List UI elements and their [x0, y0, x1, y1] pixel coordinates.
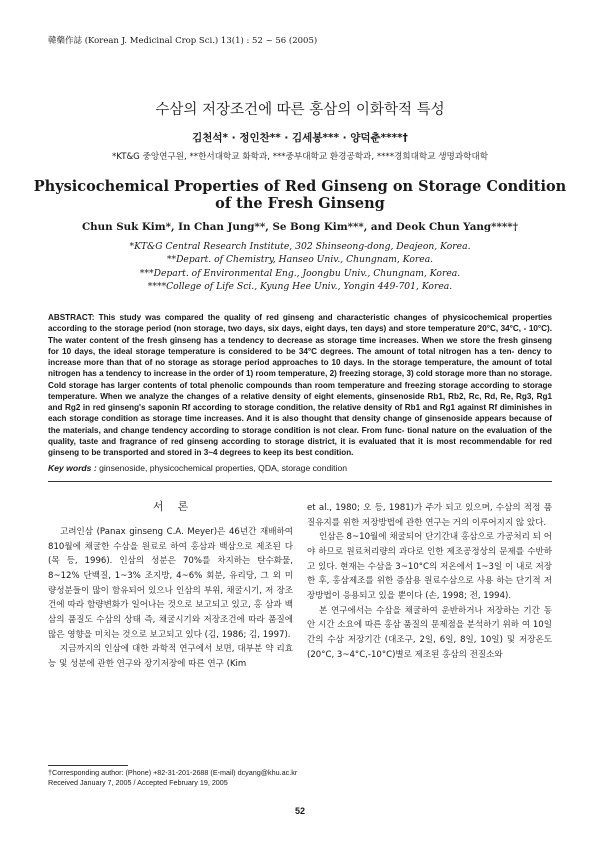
paragraph — [48, 642, 293, 671]
abstract-line: ginseng for 10 days, the ideal storage temperature is considered to be 34°C degrees. The amount of total nitrogen has a ten- — [48, 335, 552, 356]
korean-authors: 김천석* · 정인찬** · 김세봉*** · 양덕춘****† — [192, 132, 408, 144]
body-line: 수반하고 있다. 현재는 수삼을 3~10°C의 저온에서 1~3일 이 — [307, 546, 552, 572]
affiliation-line: **Depart. of Chemistry, Hanseo Univ., Chungnam, Korea. — [166, 254, 434, 266]
body-line: 810월에 채굴한 수삼을 원료로 하여 홍삼과 백삼으로 제조된 — [48, 541, 281, 552]
section-divider — [48, 481, 552, 482]
journal-citation: 韓藥作誌 (Korean J. Medicinal Crop Sci.) 13(1) : 52 ~ 56 (2005) — [48, 36, 318, 46]
body-line: 하는 단기적 저장방법이 응용되고 있을 뿐이다 (손, 1998; 전, — [307, 576, 552, 601]
abstract-line: ABSTRACT: This study was compared the quality of red ginseng and characteristic changes of physicochemical properties — [48, 313, 552, 322]
corresponding-author: †Corresponding author: (Phone) +82-31-201-2688 (E-mail) dcyang@khu.ac.kr — [48, 768, 298, 777]
affiliation-line: *KT&G Central Research Institute, 302 Shinseong-dong, Deajeon, Korea. — [129, 241, 471, 252]
abstract-line: storage according to storage temperature. When we analyze the changes of a relative density of eight elements, ginsenoside — [48, 380, 552, 401]
abstract-line: more than no storage. Cold storage has larger contents of total phenolic compounds than room temperature and freezing — [48, 369, 552, 390]
english-title-line-2: of the Fresh Ginseng — [215, 195, 385, 212]
english-authors: Chun Suk Kim*, In Chan Jung**, Se Bong Kim***, and Deok Chun Yang****† — [81, 221, 519, 233]
keywords-label: Key words : — [48, 463, 97, 473]
body-line: 어야 하므로 원료처리량의 과다로 인한 제조공정상의 문제를 — [307, 532, 552, 557]
body-line: 인삼은 8~10월에 채굴되어 단기간내 홍삼으로 가공처리 되 — [318, 532, 541, 543]
abstract-line: 10°C). The water content of the fresh ginseng has a tendency to decrease as storage time increases. When we store the fresh — [48, 324, 552, 345]
body-line: 리효능 및 성분에 관한 연구와 장기저장에 따른 연구 (Kim — [48, 644, 293, 669]
english-title-line-1: Physicochemical Properties of Red Ginseng on Storage Condition — [33, 178, 567, 195]
body-line: 내로 저장한 후, 홍삼제조를 위한 증삼용 원료수삼으로 사용 — [307, 561, 553, 587]
body-line: 따라 품질에 많은 영향을 미치는 것으로 보고되고 있다 (김, — [48, 614, 293, 640]
body-column-left — [48, 500, 293, 672]
abstract-line: dency to increase more than that of no storage as storage period approaches to 10 days. In the storage temperature, the — [48, 346, 552, 367]
abstract-line: and Rg1 against Rf diminishes in each storage condition as storage time increases. And it is also thought that density change — [48, 403, 552, 424]
body-line: 고려인삼 (Panax ginseng C.A. Meyer)은 46년간 재배하여 — [59, 527, 293, 537]
paragraph — [307, 501, 552, 530]
abstract-line: that it is most recommendable for red ginseng to be transported and stored in 3~4 degrees to keep its best condition. — [48, 436, 552, 457]
affiliation-line: ****College of Life Sci., Kyung Hee Univ., Yongin 449-701, Korea. — [147, 281, 453, 293]
keywords — [48, 463, 552, 473]
body-line: 여 10일간의 수삼 저장기간 (대조구, 2일, 6일, 8일, 10일) 및 — [307, 620, 553, 645]
body-line: 장조건에 따라 함량변화가 일어나는 것으로 보고되고 있고, 홍 — [48, 585, 294, 611]
body-line: 1986; 김, 1997). — [221, 629, 291, 640]
page-number: 52 — [294, 806, 305, 816]
footnote-rule — [48, 765, 128, 766]
abstract-line: amount of total nitrogen has a tendency to increase in the order of 1) room temperature, 2) freezing storage, 3) cold storage — [48, 358, 552, 379]
body-line: 동안 시간 소요에 따른 홍삼 품질의 문제점을 분석하기 위하 — [307, 605, 553, 631]
abstract — [48, 312, 552, 458]
body-line: 품질유지를 위한 저장방법에 관한 연구는 거의 이루어지지 않 — [307, 503, 552, 528]
body-line: et al., 1980; 오 등, 1981)가 주가 되고 있으며, 수삼의 적정 — [307, 503, 541, 513]
body-line: 1994). — [483, 590, 512, 601]
paragraph — [307, 530, 552, 603]
body-line: 지금까지의 인삼에 대한 과학적 연구에서 보면, 대부분 약 — [59, 644, 274, 655]
abstract-line: according to the storage period (non storage, two days, six days, eight days, ten days) and store temperature 20°C, 34°C, - — [48, 324, 527, 334]
keywords-text: ginsenoside, physicochemical properties, QDA, storage condition — [99, 463, 348, 473]
body-line: 삼과 백삼의 품질도 수삼의 상태 즉, 채굴시기와 저장조건에 — [48, 600, 293, 625]
received-accepted-dates: Received January 7, 2005 / Accepted February 19, 2005 — [48, 778, 228, 787]
english-title — [0, 178, 600, 212]
english-affiliations — [0, 240, 600, 294]
section-heading-introduction: 서론 — [152, 500, 203, 513]
body-line: 본 연구에서는 수삼을 채굴하여 운반하거나 저장하는 기간 — [318, 605, 540, 616]
affiliation-line: ***Depart. of Environmental Eng., Joongbu Univ., Chungnam, Korea. — [139, 267, 461, 279]
abstract-line: Rb1, Rb2, Rc, Rd, Re, Rg3, Rg1 and Rg2 in red ginseng's saponin Rf according to storage condition, the relative density of Rb1 — [48, 391, 553, 412]
body-line: 량성분들이 많이 함유되어 있으나 인삼의 부위, 채굴시기, 저 — [48, 585, 274, 596]
paragraph — [307, 604, 552, 663]
body-line: 저장온도 (20°C, 3~4°C,-10°C)별로 제조된 홍삼의 전질소와 — [307, 634, 552, 660]
body-line: 다 (목 등, 1996). 인삼의 성분은 70%를 차지하는 탄수화물, — [48, 541, 294, 567]
body-column-right — [307, 501, 552, 662]
abstract-line: of ginsenoside appears because of the materials, and change tendency according to storage condition is not clear. From func- — [48, 414, 552, 435]
body-line: 았다. — [526, 517, 547, 528]
footnote — [48, 768, 297, 788]
body-line: 8~12% 단백질, 1~3% 조지방, 4~6% 회분, 유리당, 그 외 미 — [48, 570, 293, 581]
paragraph — [48, 525, 293, 642]
korean-affiliations: *KT&G 중앙연구원, **한서대학교 화학과, ***중부대학교 환경공학과, ****경희대학교 생명과학대학 — [111, 152, 489, 162]
abstract-line: tional nature on the evaluation of the quality, taste and fragrance of red ginseng according to storage district, it is evaluated — [48, 425, 553, 446]
korean-title: 수삼의 저장조건에 따른 홍삼의 이화학적 특성 — [155, 102, 445, 118]
